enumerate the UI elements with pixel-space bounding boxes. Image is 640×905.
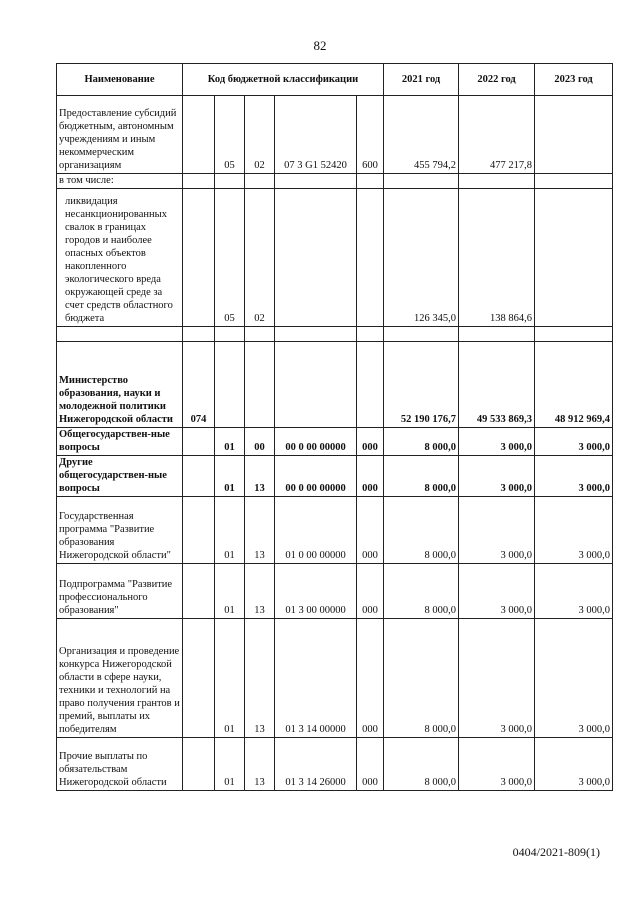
cell-vedom (183, 189, 215, 327)
header-code: Код бюджетной классификации (183, 64, 384, 96)
cell-vr: 000 (357, 619, 384, 738)
header-2023: 2023 год (535, 64, 613, 96)
cell-y2022 (459, 174, 535, 189)
cell-pr: 13 (245, 619, 275, 738)
table-row (57, 564, 613, 619)
table-row (57, 619, 613, 738)
cell-vedom (183, 327, 215, 342)
cell-y2023 (535, 189, 613, 327)
header-name: Наименование (57, 64, 183, 96)
cell-vedom (183, 428, 215, 456)
cell-y2022: 3 000,0 (459, 428, 535, 456)
cell-y2022 (459, 327, 535, 342)
cell-rz (215, 327, 245, 342)
table-row (57, 327, 613, 342)
cell-rz: 01 (215, 428, 245, 456)
cell-y2021: 8 000,0 (384, 428, 459, 456)
cell-y2022: 477 217,8 (459, 96, 535, 174)
table-row (57, 174, 613, 189)
cell-y2021: 52 190 176,7 (384, 342, 459, 428)
cell-rz: 05 (215, 189, 245, 327)
table-row (57, 497, 613, 564)
cell-name: Министерство образования, науки и молодежной политики Нижегородской области (57, 342, 183, 428)
cell-csr: 01 0 00 00000 (275, 497, 357, 564)
cell-y2021: 126 345,0 (384, 189, 459, 327)
cell-name: Общегосударствен-ные вопросы (57, 428, 183, 456)
cell-vr: 000 (357, 497, 384, 564)
cell-pr (245, 342, 275, 428)
cell-csr: 01 3 00 00000 (275, 564, 357, 619)
table-row (57, 189, 613, 327)
cell-y2021: 8 000,0 (384, 564, 459, 619)
cell-vedom (183, 174, 215, 189)
cell-vr (357, 189, 384, 327)
cell-y2021: 8 000,0 (384, 456, 459, 497)
cell-pr (245, 174, 275, 189)
cell-y2023 (535, 96, 613, 174)
cell-pr: 02 (245, 189, 275, 327)
cell-pr: 02 (245, 96, 275, 174)
cell-csr: 00 0 00 00000 (275, 456, 357, 497)
cell-y2021: 8 000,0 (384, 738, 459, 791)
cell-name: Предоставление субсидий бюджетным, автономным учреждениям и иным некоммерческим организациям (57, 96, 183, 174)
cell-y2023: 48 912 969,4 (535, 342, 613, 428)
cell-vedom (183, 497, 215, 564)
cell-rz: 01 (215, 564, 245, 619)
cell-csr (275, 327, 357, 342)
table-row (57, 738, 613, 791)
cell-y2022: 138 864,6 (459, 189, 535, 327)
cell-vr: 000 (357, 564, 384, 619)
cell-vedom (183, 96, 215, 174)
cell-vr (357, 174, 384, 189)
cell-y2023 (535, 327, 613, 342)
cell-pr: 13 (245, 738, 275, 791)
cell-y2022: 3 000,0 (459, 456, 535, 497)
cell-y2022: 3 000,0 (459, 619, 535, 738)
cell-y2023: 3 000,0 (535, 428, 613, 456)
cell-rz (215, 342, 245, 428)
cell-name: Подпрограмма "Развитие профессионального образования" (57, 564, 183, 619)
table-body (57, 96, 613, 791)
cell-vedom: 074 (183, 342, 215, 428)
cell-csr: 00 0 00 00000 (275, 428, 357, 456)
cell-rz: 01 (215, 738, 245, 791)
table-row (57, 428, 613, 456)
cell-y2021 (384, 327, 459, 342)
header-2022: 2022 год (459, 64, 535, 96)
cell-pr: 13 (245, 456, 275, 497)
cell-vedom (183, 456, 215, 497)
cell-vr: 000 (357, 456, 384, 497)
cell-y2023: 3 000,0 (535, 456, 613, 497)
cell-csr: 01 3 14 26000 (275, 738, 357, 791)
cell-name: Другие общегосударствен-ные вопросы (57, 456, 183, 497)
cell-pr: 13 (245, 564, 275, 619)
cell-y2022: 3 000,0 (459, 738, 535, 791)
cell-y2023: 3 000,0 (535, 497, 613, 564)
cell-vr (357, 327, 384, 342)
cell-name (57, 327, 183, 342)
cell-pr: 13 (245, 497, 275, 564)
cell-name: в том числе: (57, 174, 183, 189)
cell-y2022: 3 000,0 (459, 497, 535, 564)
budget-table (56, 63, 613, 791)
cell-rz: 01 (215, 619, 245, 738)
table-header-row (57, 64, 613, 96)
cell-rz: 01 (215, 497, 245, 564)
table-row (57, 456, 613, 497)
cell-y2023 (535, 174, 613, 189)
cell-name: ликвидация несанкционированных свалок в границах городов и наиболее опасных объектов накопленного экологического вреда окружающей среде за счет средств областного бюджета (57, 189, 183, 327)
cell-rz: 01 (215, 456, 245, 497)
cell-csr (275, 174, 357, 189)
cell-pr: 00 (245, 428, 275, 456)
table-row (57, 96, 613, 174)
cell-pr (245, 327, 275, 342)
cell-y2023: 3 000,0 (535, 619, 613, 738)
document-code: 0404/2021-809(1) (512, 845, 600, 859)
cell-y2023: 3 000,0 (535, 564, 613, 619)
cell-vedom (183, 564, 215, 619)
cell-csr: 07 3 G1 52420 (275, 96, 357, 174)
cell-y2021: 455 794,2 (384, 96, 459, 174)
cell-vedom (183, 619, 215, 738)
cell-vr: 600 (357, 96, 384, 174)
cell-csr: 01 3 14 00000 (275, 619, 357, 738)
cell-y2023: 3 000,0 (535, 738, 613, 791)
cell-y2022: 49 533 869,3 (459, 342, 535, 428)
header-2021: 2021 год (384, 64, 459, 96)
cell-name: Организация и проведение конкурса Нижегородской области в сфере науки, техники и технологий на право получения грантов и премий, выплаты их победителям (57, 619, 183, 738)
page-number: 82 (313, 38, 327, 53)
table-row (57, 342, 613, 428)
cell-rz: 05 (215, 96, 245, 174)
cell-rz (215, 174, 245, 189)
cell-csr (275, 342, 357, 428)
cell-y2021: 8 000,0 (384, 619, 459, 738)
cell-vr (357, 342, 384, 428)
cell-name: Государственная программа "Развитие образования Нижегородской области" (57, 497, 183, 564)
cell-csr (275, 189, 357, 327)
cell-y2021 (384, 174, 459, 189)
cell-vedom (183, 738, 215, 791)
cell-y2022: 3 000,0 (459, 564, 535, 619)
cell-name: Прочие выплаты по обязательствам Нижегородской области (57, 738, 183, 791)
cell-y2021: 8 000,0 (384, 497, 459, 564)
cell-vr: 000 (357, 428, 384, 456)
cell-vr: 000 (357, 738, 384, 791)
